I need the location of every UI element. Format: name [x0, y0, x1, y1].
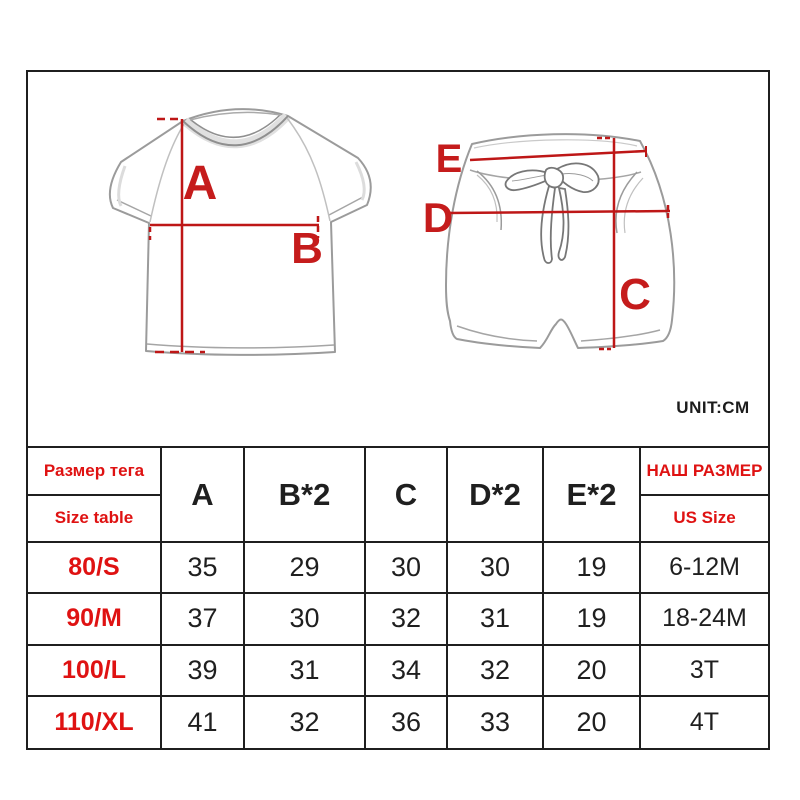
cell-e2: 20: [544, 646, 641, 697]
header-size-tag-en: Size table: [54, 508, 134, 528]
cell-us-size: 6-12M: [641, 543, 768, 594]
cell-e2: 20: [544, 697, 641, 748]
cell-a: 41: [162, 697, 245, 748]
cell-c: 30: [366, 543, 448, 594]
header-measure-b2: B*2: [245, 448, 366, 543]
measurement-diagram: [28, 72, 768, 448]
row-size-label: 100/L: [28, 646, 162, 697]
row-size-label: 90/M: [28, 594, 162, 645]
shorts-label-e: E: [435, 137, 463, 181]
cell-us-size: 18-24M: [641, 594, 768, 645]
header-us-size-en: US Size: [673, 508, 736, 528]
cell-a: 39: [162, 646, 245, 697]
shirt-label-b: B: [291, 224, 323, 273]
cell-d2: 33: [448, 697, 544, 748]
header-size-tag-ru: Размер тега: [28, 448, 160, 496]
header-measure-a: A: [162, 448, 245, 543]
cell-e2: 19: [544, 543, 641, 594]
shorts-label-c: C: [619, 270, 651, 319]
header-measure-d2: D*2: [448, 448, 544, 543]
cell-b2: 30: [245, 594, 366, 645]
cell-d2: 31: [448, 594, 544, 645]
cell-b2: 29: [245, 543, 366, 594]
cell-us-size: 4T: [689, 707, 720, 736]
cell-b2: 32: [245, 697, 366, 748]
content-frame: [26, 70, 770, 750]
cell-c: 32: [366, 594, 448, 645]
cell-d2: 32: [448, 646, 544, 697]
header-us-size-cell: [641, 448, 768, 543]
cell-b2: 31: [245, 646, 366, 697]
cell-c: 34: [366, 646, 448, 697]
cell-c: 36: [366, 697, 448, 748]
row-size-label: 110/XL: [28, 697, 162, 748]
header-size-tag-cell: [28, 448, 162, 543]
cell-e2: 19: [544, 594, 641, 645]
header-measure-e2: E*2: [544, 448, 641, 543]
shirt-label-a: A: [182, 157, 218, 210]
size-table: [28, 446, 768, 748]
cell-us-size: 3T: [641, 646, 768, 697]
row-size-label: 80/S: [28, 543, 162, 594]
cell-d2: 30: [448, 543, 544, 594]
cell-a: 37: [162, 594, 245, 645]
cell-a: 35: [162, 543, 245, 594]
shorts-label-d: D: [422, 194, 454, 241]
unit-label: UNIT:CM: [676, 398, 750, 417]
header-us-size-ru: НАШ РАЗМЕР: [641, 448, 768, 496]
header-measure-c: C: [366, 448, 448, 543]
